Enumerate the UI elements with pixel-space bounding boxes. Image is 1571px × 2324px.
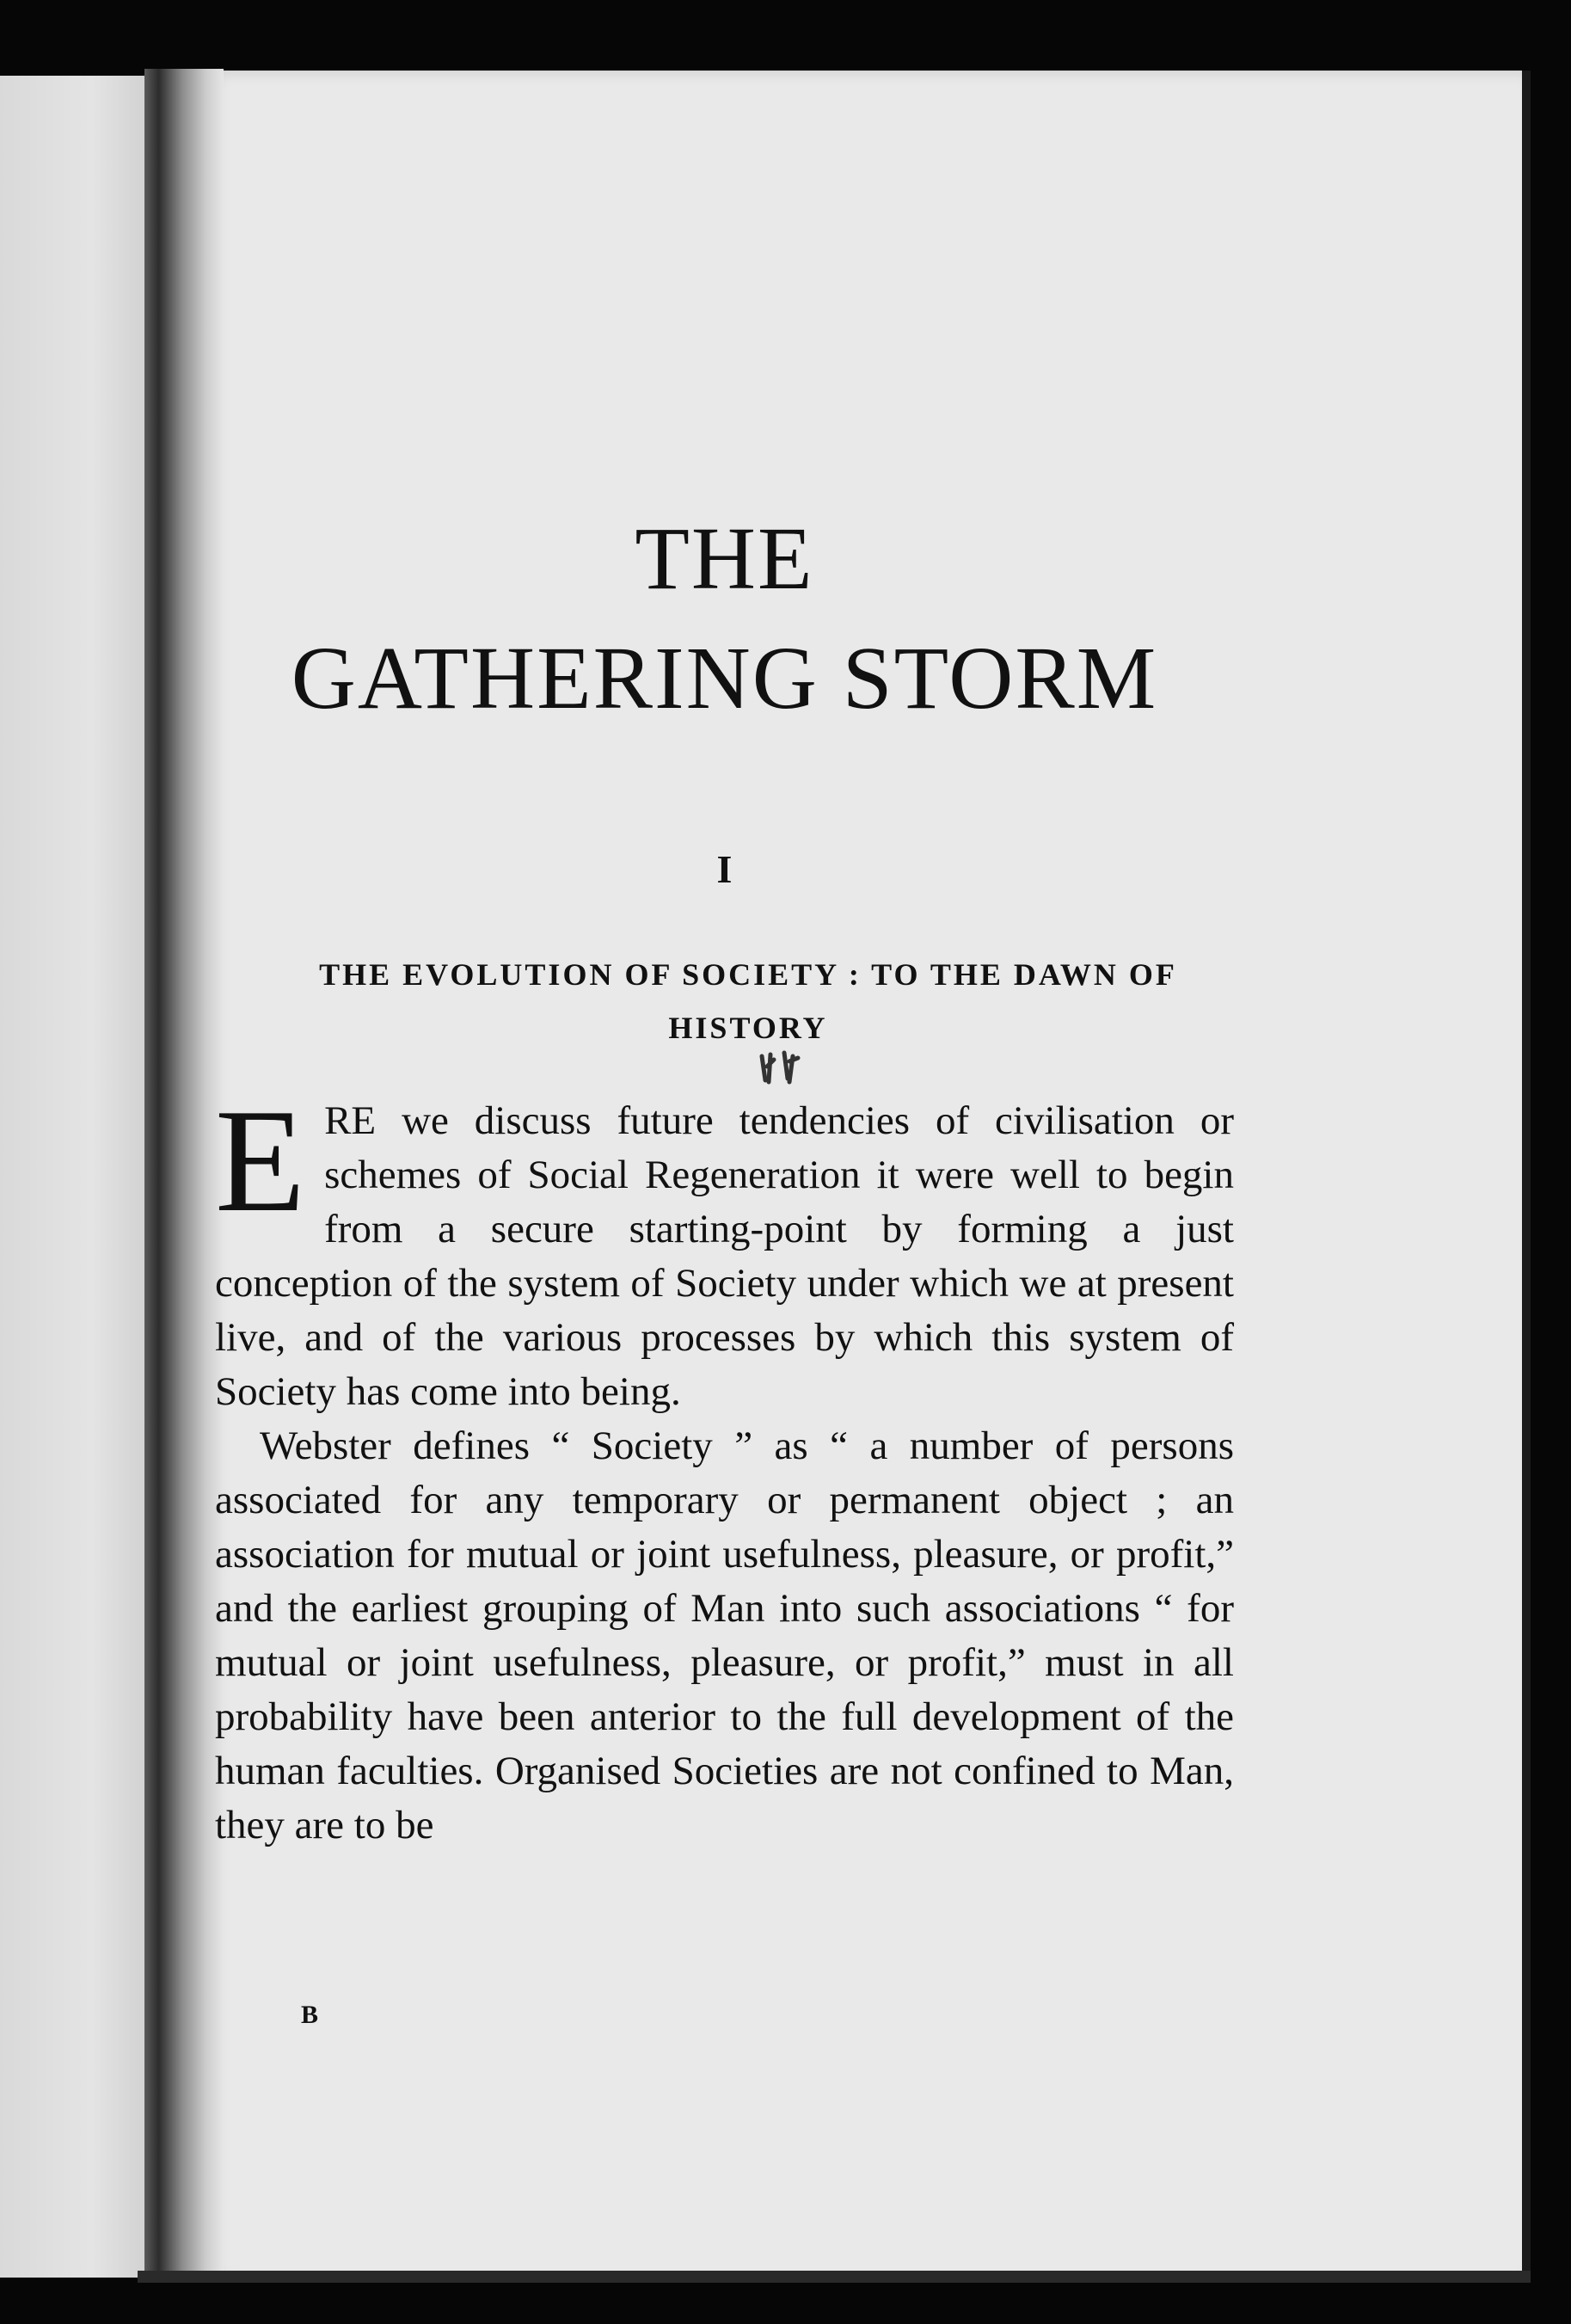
- signature-mark: B: [301, 2001, 319, 2029]
- paragraph-1-text: RE we discuss future tendencies of civilisation or schemes of Social Regeneration it were well to begin from a secure starting-point by forming a just conception of the system of Society under which we at present live, and of the various processes by which this system of Society has come into being.: [215, 1098, 1234, 1414]
- chapter-number: I: [716, 847, 733, 891]
- body-text: [215, 1079, 1234, 1853]
- drop-cap: E: [215, 1079, 306, 1243]
- chapter-title: THE EVOLUTION OF SOCIETY : TO THE DAWN OF HISTORY: [319, 957, 1177, 1045]
- page-bottom-edge: [138, 2271, 1531, 2283]
- paragraph-1: [215, 1079, 1234, 1419]
- previous-page-edge: [0, 76, 153, 2278]
- ink-smudge-mark: [755, 1048, 807, 1085]
- book-title-line-1: THE: [635, 509, 814, 608]
- binding-gutter: [144, 69, 224, 2279]
- page-right-edge: [1522, 71, 1531, 2283]
- book-title-line-2: GATHERING STORM: [291, 629, 1158, 728]
- paragraph-2: Webster defines “ Society ” as “ a number of persons associated for any temporary or permanent object ; an association for mutual or joint usefulness, pleasure, or profit,” and the earliest grouping of Man into such associations “ for mutual or joint usefulness, pleasure, or profit,” must in all probability have been anterior to the full development of the human faculties. Organised Societies are not confined to Man, they are to be: [215, 1423, 1234, 1848]
